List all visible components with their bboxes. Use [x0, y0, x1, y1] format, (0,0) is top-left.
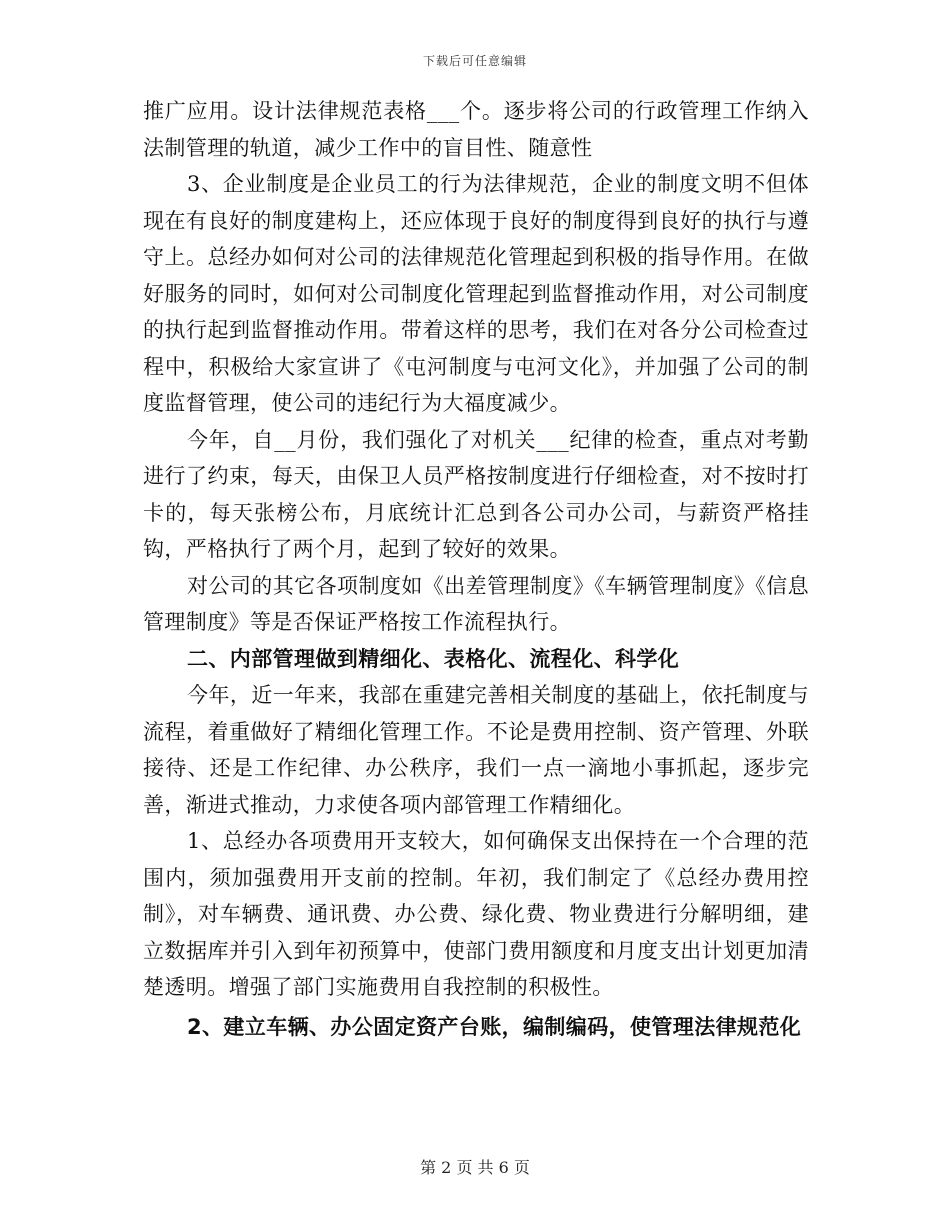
paragraph-3: 今年，自__月份，我们强化了对机关___纪律的检查，重点对考勤进行了约束，每天，由保卫人员严格按制度进行仔细检查，对不按时打卡的，每天张榜公布，月底统计汇总到各公司办公司，与薪资严格挂钩，严格执行了两个月，起到了较好的效果。: [143, 427, 809, 561]
page-number: 第 2 页 共 6 页: [420, 1158, 530, 1177]
page-header: 下载后可任意编辑: [422, 54, 527, 68]
paragraph-2: 3、企业制度是企业员工的行为法律规范，企业的制度文明不但体现在有良好的制度建构上，还应体现于良好的制度得到良好的执行与遵守上。总经办如何对公司的法律规范化管理起到积极的指导作用。在做好服务的同时，如何对公司制度化管理起到监督推动作用，对公司制度的执行起到监督推动作用。带着这样的思考，我们在对各分公司检查过程中，积极给大家宣讲了《屯河制度与屯河文化》，并加强了公司的制度监督管理，使公司的违纪行为大福度减少。: [143, 172, 809, 415]
paragraph-4: 对公司的其它各项制度如《出差管理制度》《车辆管理制度》《信息管理制度》等是否保证严格按工作流程执行。: [143, 573, 809, 634]
paragraph-1: 推广应用。设计法律规范表格___个。逐步将公司的行政管理工作纳入法制管理的轨道，减少工作中的盲目性、随意性: [143, 99, 809, 160]
section-heading-2: 二、内部管理做到精细化、表格化、流程化、科学化: [187, 646, 680, 671]
paragraph-6: 1、总经办各项费用开支较大，如何确保支出保持在一个合理的范围内，须加强费用开支前的控制。年初，我们制定了《总经办费用控制》，对车辆费、通讯费、办公费、绿化费、物业费进行分解明细，建立数据库并引入到年初预算中，使部门费用额度和月度支出计划更加清楚透明。增强了部门实施费用自我控制的积极性。: [143, 829, 809, 999]
document-body: [143, 93, 809, 1045]
subsection-heading: 2、建立车辆、办公固定资产台账，编制编码，使管理法律规范化: [187, 1014, 802, 1039]
paragraph-5: 今年，近一年来，我部在重建完善相关制度的基础上，依托制度与流程，着重做好了精细化管理工作。不论是费用控制、资产管理、外联接待、还是工作纪律、办公秩序，我们一点一滴地小事抓起，逐步完善，渐进式推动，力求使各项内部管理工作精细化。: [143, 683, 809, 817]
